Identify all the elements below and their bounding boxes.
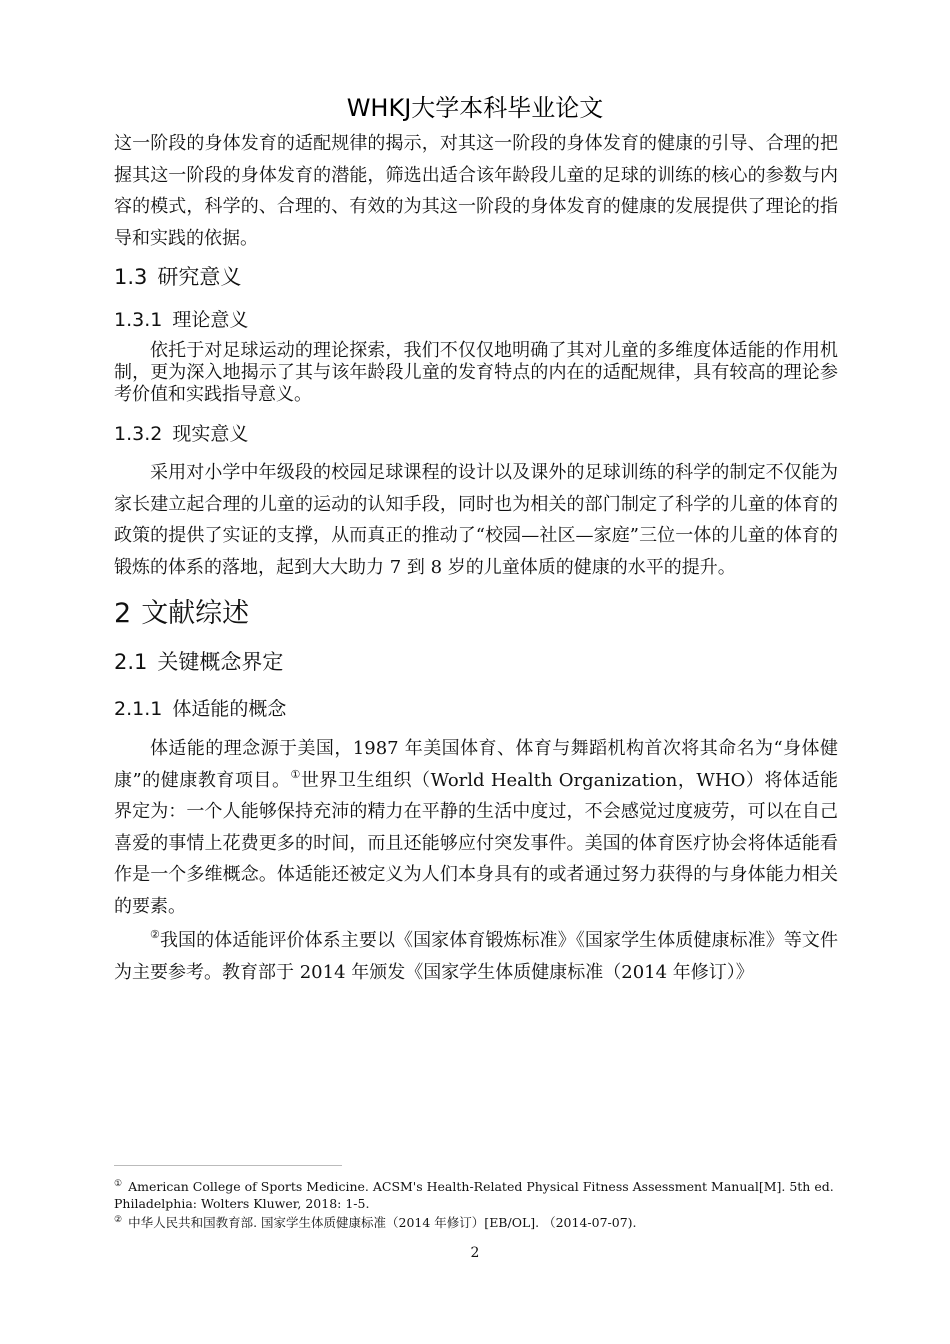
practical-significance-paragraph: 采用对小学中年级段的校园足球课程的设计以及课外的足球训练的科学的制定不仅能为家长建立起合理的儿童的运动的认知手段，同时也为相关的部门制定了科学的儿童的体育的政策的提供了实证的支撑，从而真正的推动了“校园—社区—家庭”三位一体的儿童的体育的锻炼的体系的落地，起到大大助力 7 到 8 岁的儿童体质的健康的水平的提升。 bbox=[114, 462, 838, 578]
paragraph-text: 体适能的理念源于美国，1987 年美国体育、体育与舞蹈机构首次将其命名为“身体健康”的健康教育项目。 bbox=[114, 738, 838, 791]
section-title: 理论意义 bbox=[172, 309, 249, 331]
footnote-text: American College of Sports Medicine. ACSM's Health-Related Physical Fitness Assessment Manual[M]. 5th ed. Philadelphia: Wolters Kluwer, 2018: 1-5. bbox=[114, 1179, 834, 1212]
fitness-concept-paragraph bbox=[114, 733, 838, 922]
section-number: 1.3.1 bbox=[114, 309, 163, 331]
section-2-1-heading bbox=[114, 639, 838, 685]
running-header: WHKJ大学本科毕业论文 bbox=[346, 94, 604, 122]
footnote-ref-2[interactable]: ② bbox=[150, 928, 160, 941]
section-number: 1.3 bbox=[114, 265, 148, 289]
main-content bbox=[114, 128, 838, 988]
section-1-3-heading bbox=[114, 254, 838, 300]
evaluation-system-paragraph bbox=[114, 925, 838, 988]
section-title: 文献综述 bbox=[141, 598, 250, 629]
paragraph-text: 我国的体适能评价体系主要以《国家体育锻炼标准》《国家学生体质健康标准》等文件为主要参考。教育部于 2014 年颁发《国家学生体质健康标准（2014 年修订）》 bbox=[114, 930, 838, 983]
theory-significance-paragraph: 依托于对足球运动的理论探索，我们不仅仅地明确了其对儿童的多维度体适能的作用机制，更为深入地揭示了其与该年龄段儿童的发育特点的内在的适配规律，具有较高的理论参考价值和实践指导意义。 bbox=[114, 340, 838, 405]
section-2-1-1-heading bbox=[114, 689, 838, 729]
section-1-3-2-heading bbox=[114, 414, 838, 454]
chapter-2-heading bbox=[114, 589, 838, 639]
footnote-mark: ② bbox=[114, 1215, 123, 1226]
section-number: 2 bbox=[114, 598, 132, 629]
section-number: 2.1.1 bbox=[114, 698, 163, 720]
page-number: 2 bbox=[470, 1245, 480, 1261]
section-title: 体适能的概念 bbox=[172, 698, 287, 720]
footnotes bbox=[114, 1176, 838, 1231]
section-title: 现实意义 bbox=[172, 423, 249, 445]
footnote-divider bbox=[114, 1165, 342, 1166]
section-title: 关键概念界定 bbox=[157, 650, 284, 674]
section-number: 1.3.2 bbox=[114, 423, 163, 445]
section-1-3-1-heading bbox=[114, 300, 838, 340]
footnote-2 bbox=[114, 1212, 838, 1231]
section-title: 研究意义 bbox=[157, 265, 242, 289]
footnote-ref-1[interactable]: ① bbox=[290, 767, 301, 781]
section-number: 2.1 bbox=[114, 650, 148, 674]
intro-paragraph: 这一阶段的身体发育的适配规律的揭示，对其这一阶段的身体发育的健康的引导、合理的把握其这一阶段的身体发育的潜能，筛选出适合该年龄段儿童的足球的训练的核心的参数与内容的模式，科学的、合理的、有效的为其这一阶段的身体发育的健康的发展提供了理论的指导和实践的依据。 bbox=[114, 133, 838, 249]
footnote-1 bbox=[114, 1176, 838, 1212]
paragraph-text: 世界卫生组织（World Health Organization，WHO）将体适能界定为：一个人能够保持充沛的精力在平静的生活中度过，不会感觉过度疲劳，可以在自己喜爱的事情上花费更多的时间，而且还能够应付突发事件。美国的体育医疗协会将体适能看作是一个多维概念。体适能还被定义为人们本身具有的或者通过努力获得的与身体能力相关的要素。 bbox=[114, 769, 838, 917]
footnote-text: 中华人民共和国教育部. 国家学生体质健康标准（2014 年修订）[EB/OL]. （2014-07-07). bbox=[128, 1215, 637, 1231]
footnote-mark: ① bbox=[114, 1179, 123, 1189]
